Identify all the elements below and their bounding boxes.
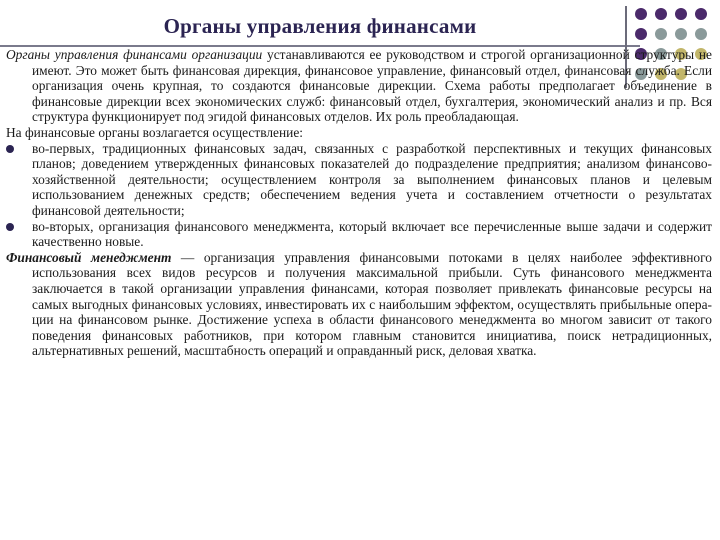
paragraph-financial-management-text: — организация управления финансовыми потоками в целях наиболее эффективного использования всех видов ресурсов и получения максимальной прибыли. Суть финансового менеджмента заключается в такой организации управления финансами, которая позволяет привлекать финансовые ресурсы на самых выгодных финансовых условиях, инвестировать их с наибольшим эффектом, осуществлять прибыльные опера-ции на финансовом рынке. Достижение успеха в области финансового менеджмента во многом зависит от такого поведения финансовых работников, при котором главным становится инициатива, поиск нетрадиционных, альтернативных решений, масштабность операций и оправданный риск, деловая хватка. xyxy=(32,249,712,359)
paragraph-financial-management xyxy=(6,250,712,359)
decor-dot xyxy=(655,8,667,20)
body-text xyxy=(6,47,712,359)
term-financial-management: Финансовый менеджмент xyxy=(6,249,172,265)
paragraph-duties-lead: На финансовые органы возлагается осуществление: xyxy=(6,124,303,140)
bullet-dot-icon xyxy=(6,145,14,153)
bullet-text: во-первых, традиционных финансовых задач, связанных с разработкой перспективных и текущих финансовых планов; доведением утвержденных финансовых показателей до подразделение предприятия; анализом финансово-хозяйственной деятельности; осуществлением контроля за выполнением финансовых планов и целевым использованием денежных средств; обеспечением ведения учета и составлением отчетности о результатах финансовой деятельности; xyxy=(32,140,712,218)
bullet-item xyxy=(6,141,712,219)
decor-dot xyxy=(655,28,667,40)
decor-dot xyxy=(695,8,707,20)
term-finance-bodies: Органы управления финансами организации xyxy=(6,47,263,62)
paragraph-intro xyxy=(6,47,712,125)
bullet-dot-icon xyxy=(6,223,14,231)
bullet-text: во-вторых, организация финансового менеджмента, который включает все перечисленные выше задачи и содержит качественно новые. xyxy=(32,218,712,250)
slide-title: Органы управления финансами xyxy=(163,14,477,38)
decor-dot xyxy=(675,28,687,40)
bullet-item xyxy=(6,219,712,250)
decor-dot xyxy=(635,8,647,20)
decor-dot xyxy=(675,8,687,20)
decor-dot xyxy=(695,28,707,40)
paragraph-intro-text: устанавливаются ее руководством и строгой организационной структуры не имеют. Это может быть финансовая дирекция, финансовое управление, финансовый отдел, финансовая служба. Если организация очень крупная, то создаются финансовые дирекции. Схема работы предполагает объединение в финансовые дирекции всех экономических служб: финансовый отдел, бухгалтерия, экономический анализ и пр. Вся структура функционирует под эгидой финансовых отделов. Их роль преобладающая. xyxy=(32,47,712,125)
decor-dot xyxy=(635,28,647,40)
